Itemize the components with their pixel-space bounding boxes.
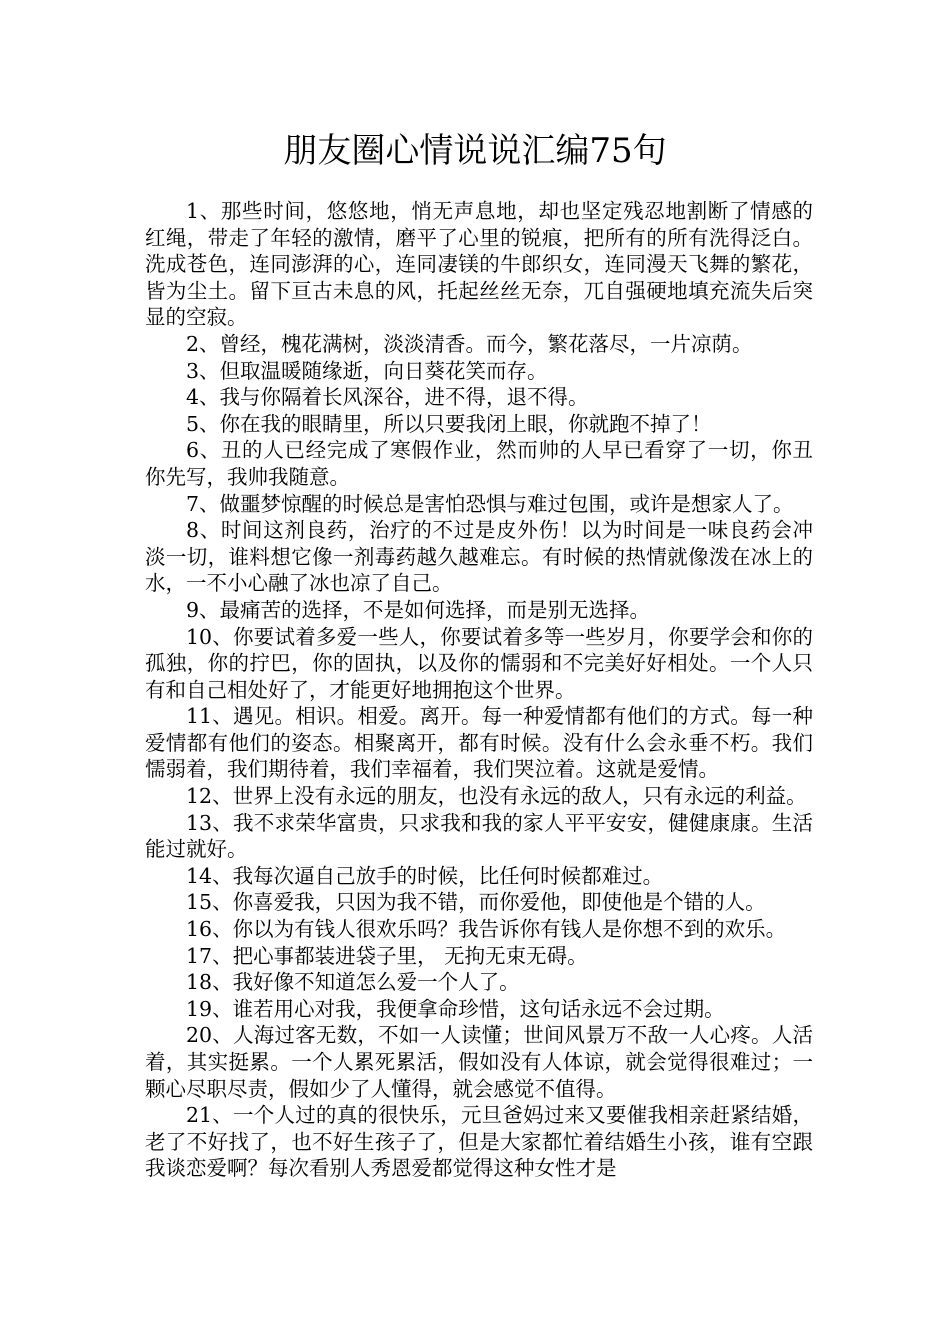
paragraph: 9、最痛苦的选择，不是如何选择，而是别无选择。 <box>186 597 651 622</box>
paragraph: 8、时间这剂良药，治疗的不过是皮外伤！以为时间是一味良药会冲淡一切，谁料想它像一剂毒药越久越难忘。有时候的热情就像泼在冰上的水，一不小心融了冰也凉了自己。 <box>145 518 813 596</box>
paragraph: 20、人海过客无数，不如一人读懂；世间风景万不敌一人心疼。人活着，其实挺累。一个人累死累活，假如没有人体谅，就会觉得很难过；一颗心尽职尽责，假如少了人懂得，就会感觉不值得。 <box>145 1023 813 1101</box>
paragraph: 1、那些时间，悠悠地，悄无声息地，却也坚定残忍地割断了情感的红绳，带走了年轻的激情，磨平了心里的锐痕，把所有的所有洗得泛白。洗成苍色，连同澎湃的心，连同凄镁的牛郎织女，连同漫天飞舞的繁花，皆为尘土。留下亘古未息的风，托起丝丝无奈，兀自强硬地填充流失后突显的空寂。 <box>145 199 813 330</box>
paragraph: 3、但取温暖随缘逝，向日葵花笑而存。 <box>186 358 548 383</box>
paragraph: 11、遇见。相识。相爱。离开。每一种爱情都有他们的方式。每一种爱情都有他们的姿态。相聚离开，都有时候。没有什么会永垂不朽。我们懦弱着，我们期待着，我们幸福着，我们哭泣着。这就是爱情。 <box>145 704 813 782</box>
paragraph: 19、谁若用心对我，我便拿命珍惜，这句话永远不会过期。 <box>186 996 725 1021</box>
paragraph: 2、曾经，槐花满树，淡淡清香。而今，繁花落尽，一片凉荫。 <box>186 331 753 356</box>
paragraph: 16、你以为有钱人很欢乐吗？我告诉你有钱人是你想不到的欢乐。 <box>186 917 787 942</box>
paragraph: 14、我每次逼自己放手的时候，比任何时候都难过。 <box>186 863 664 888</box>
paragraph: 17、把心事都装进袋子里， 无拘无束无碍。 <box>186 943 588 968</box>
paragraph: 18、我好像不知道怎么爱一个人了。 <box>186 970 520 995</box>
paragraph: 13、我不求荣华富贵，只求我和我的家人平平安安，健健康康。生活能过就好。 <box>145 810 813 862</box>
paragraph: 7、做噩梦惊醒的时候总是害怕恐惧与难过包围，或许是想家人了。 <box>186 491 794 516</box>
paragraph: 10、你要试着多爱一些人，你要试着多等一些岁月，你要学会和你的孤独，你的拧巴，你的固执，以及你的懦弱和不完美好好相处。一个人只有和自己相处好了，才能更好地拥抱这个世界。 <box>145 624 813 702</box>
paragraph: 6、丑的人已经完成了寒假作业，然而帅的人早已看穿了一切，你丑你先写，我帅我随意。 <box>145 438 813 489</box>
paragraph: 4、我与你隔着长风深谷，进不得，退不得。 <box>186 385 589 410</box>
paragraph: 15、你喜爱我，只因为我不错，而你爱他，即使他是个错的人。 <box>186 890 766 915</box>
paragraph: 5、你在我的眼睛里，所以只要我闭上眼，你就跑不掉了！ <box>186 411 712 436</box>
document-title: 朋友圈心情说说汇编75句 <box>283 131 667 171</box>
paragraph: 12、世界上没有永远的朋友，也没有永远的敌人，只有永远的利益。 <box>186 784 807 809</box>
paragraph: 21、一个人过的真的很快乐，元旦爸妈过来又要催我相亲赶紧结婚，老了不好找了，也不好生孩子了，但是大家都忙着结婚生小孩，谁有空跟我谈恋爱啊？每次看别人秀恩爱都觉得这种女性才是 <box>145 1103 813 1181</box>
document-body <box>145 198 813 1182</box>
